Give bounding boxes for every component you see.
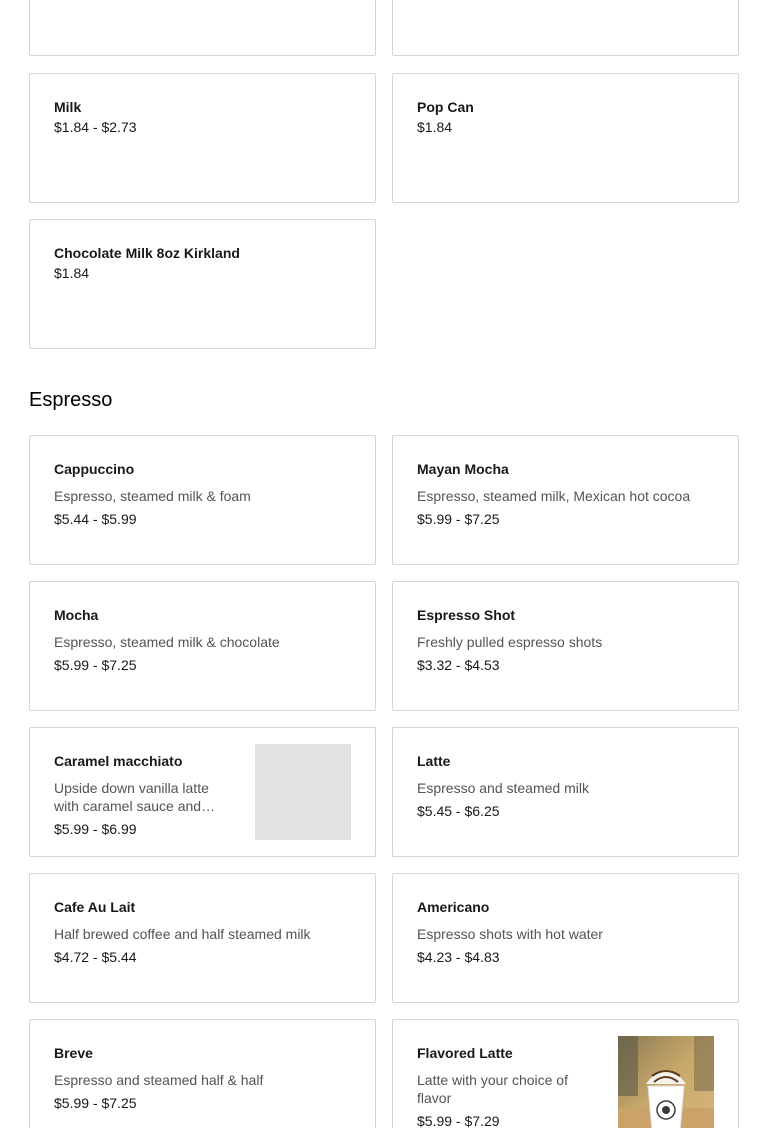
section-title-espresso: Espresso <box>29 389 113 411</box>
menu-item-card-chocolate-milk[interactable] <box>29 219 376 349</box>
item-price: $5.99 - $7.25 <box>54 1095 137 1111</box>
item-price: $1.84 <box>54 265 90 281</box>
item-description: Espresso, steamed milk & foam <box>54 488 251 504</box>
menu-item-card-cafe-au-lait[interactable] <box>29 873 376 1003</box>
item-description: Espresso, steamed milk & chocolate <box>54 634 280 650</box>
item-description: Latte with your choice of flavor <box>417 1072 568 1106</box>
item-price: $5.99 - $7.25 <box>54 657 137 673</box>
item-price: $5.44 - $5.99 <box>54 511 137 527</box>
item-name: Pop Can <box>417 99 474 115</box>
item-price: $5.99 - $7.25 <box>417 511 500 527</box>
item-price: $4.72 - $5.44 <box>54 949 137 965</box>
item-description: Espresso and steamed half & half <box>54 1072 264 1088</box>
item-name: Espresso Shot <box>417 607 516 623</box>
menu-item-card-mayan-mocha[interactable] <box>392 435 739 565</box>
menu-item-card[interactable] <box>392 0 739 56</box>
item-name: Mocha <box>54 607 99 623</box>
item-name: Flavored Latte <box>417 1045 513 1061</box>
item-name: Mayan Mocha <box>417 461 509 477</box>
menu-item-card-mocha[interactable] <box>29 581 376 711</box>
item-name: Latte <box>417 753 451 769</box>
menu-item-card-latte[interactable] <box>392 727 739 857</box>
menu-item-card-americano[interactable] <box>392 873 739 1003</box>
item-name: Cappuccino <box>54 461 135 477</box>
item-description: Freshly pulled espresso shots <box>417 634 603 650</box>
item-price: $5.45 - $6.25 <box>417 803 500 819</box>
item-price: $1.84 <box>417 119 453 135</box>
item-price: $5.99 - $6.99 <box>54 821 137 837</box>
item-description: Espresso shots with hot water <box>417 926 603 942</box>
menu-item-card-pop-can[interactable] <box>392 73 739 203</box>
menu-item-card-caramel-macchiato[interactable] <box>29 727 376 857</box>
item-name: Cafe Au Lait <box>54 899 136 915</box>
item-price: $4.23 - $4.83 <box>417 949 500 965</box>
menu-item-card-cappuccino[interactable] <box>29 435 376 565</box>
menu-item-card-flavored-latte[interactable] <box>392 1019 739 1128</box>
item-description: Espresso, steamed milk, Mexican hot cocoa <box>417 488 691 504</box>
item-image-placeholder <box>255 744 351 840</box>
item-description: Espresso and steamed milk <box>417 780 589 796</box>
menu-item-card-milk[interactable] <box>29 73 376 203</box>
item-name: Breve <box>54 1045 93 1061</box>
item-description: Half brewed coffee and half steamed milk <box>54 926 311 942</box>
item-price: $5.99 - $7.29 <box>417 1113 500 1128</box>
menu-item-card-espresso-shot[interactable] <box>392 581 739 711</box>
item-name: Caramel macchiato <box>54 753 183 769</box>
item-name: Milk <box>54 99 82 115</box>
menu-item-card[interactable] <box>29 0 376 56</box>
item-name: Americano <box>417 899 490 915</box>
menu-item-card-breve[interactable] <box>29 1019 376 1128</box>
item-price: $1.84 - $2.73 <box>54 119 137 135</box>
item-price: $3.32 - $4.53 <box>417 657 500 673</box>
item-name: Chocolate Milk 8oz Kirkland <box>54 245 240 261</box>
item-description: Upside down vanilla latte with caramel sauce and <box>54 780 209 814</box>
flavored-latte-photo <box>618 1036 714 1128</box>
